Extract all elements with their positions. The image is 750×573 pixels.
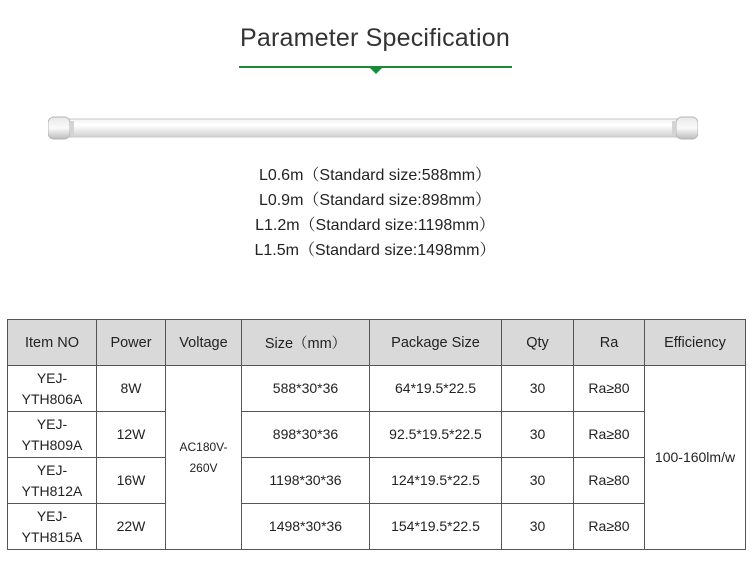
column-header-power: Power: [97, 320, 166, 366]
column-header-package-size: Package Size: [370, 320, 502, 366]
cell-ra: Ra≥80: [574, 504, 645, 550]
table-row: [8, 458, 746, 504]
cell-package-size: 64*19.5*22.5: [370, 366, 502, 412]
table-row: [8, 412, 746, 458]
column-header-size: Size（mm）: [242, 320, 370, 366]
cell-item-no: YEJ-YTH812A: [8, 458, 97, 504]
cell-size: 588*30*36: [242, 366, 370, 412]
cell-size: 898*30*36: [242, 412, 370, 458]
cell-power: 22W: [97, 504, 166, 550]
column-header-efficiency: Efficiency: [645, 320, 746, 366]
spec-table: [7, 319, 746, 550]
cell-efficiency: 100-160lm/w: [645, 366, 746, 550]
cell-voltage: AC180V-260V: [166, 366, 242, 550]
page-title: Parameter Specification: [239, 24, 510, 52]
cell-package-size: 92.5*19.5*22.5: [370, 412, 502, 458]
cell-package-size: 124*19.5*22.5: [370, 458, 502, 504]
cell-item-no: YEJ-YTH809A: [8, 412, 97, 458]
size-option: L1.2m（Standard size:1198mm）: [255, 217, 495, 234]
cell-qty: 30: [502, 458, 574, 504]
cell-item-no: YEJ-YTH806A: [8, 366, 97, 412]
column-header-voltage: Voltage: [166, 320, 242, 366]
table-header-row: [8, 320, 746, 366]
column-header-ra: Ra: [574, 320, 645, 366]
cell-item-no: YEJ-YTH815A: [8, 504, 97, 550]
size-options-list: [0, 163, 750, 263]
cell-size: 1198*30*36: [242, 458, 370, 504]
size-option: L1.5m（Standard size:1498mm）: [254, 242, 496, 259]
table-row: [8, 504, 746, 550]
cell-power: 8W: [97, 366, 166, 412]
cell-ra: Ra≥80: [574, 458, 645, 504]
size-option: L0.6m（Standard size:588mm）: [258, 167, 492, 184]
cell-ra: Ra≥80: [574, 366, 645, 412]
cell-ra: Ra≥80: [574, 412, 645, 458]
cell-qty: 30: [502, 366, 574, 412]
cell-size: 1498*30*36: [242, 504, 370, 550]
column-header-item-no: Item NO: [8, 320, 97, 366]
cell-package-size: 154*19.5*22.5: [370, 504, 502, 550]
cell-qty: 30: [502, 412, 574, 458]
led-tube-light-icon: [48, 114, 698, 142]
title-caret-icon: [369, 67, 383, 74]
column-header-qty: Qty: [502, 320, 574, 366]
cell-power: 12W: [97, 412, 166, 458]
size-option: L0.9m（Standard size:898mm）: [258, 192, 492, 209]
cell-qty: 30: [502, 504, 574, 550]
table-row: [8, 366, 746, 412]
cell-power: 16W: [97, 458, 166, 504]
